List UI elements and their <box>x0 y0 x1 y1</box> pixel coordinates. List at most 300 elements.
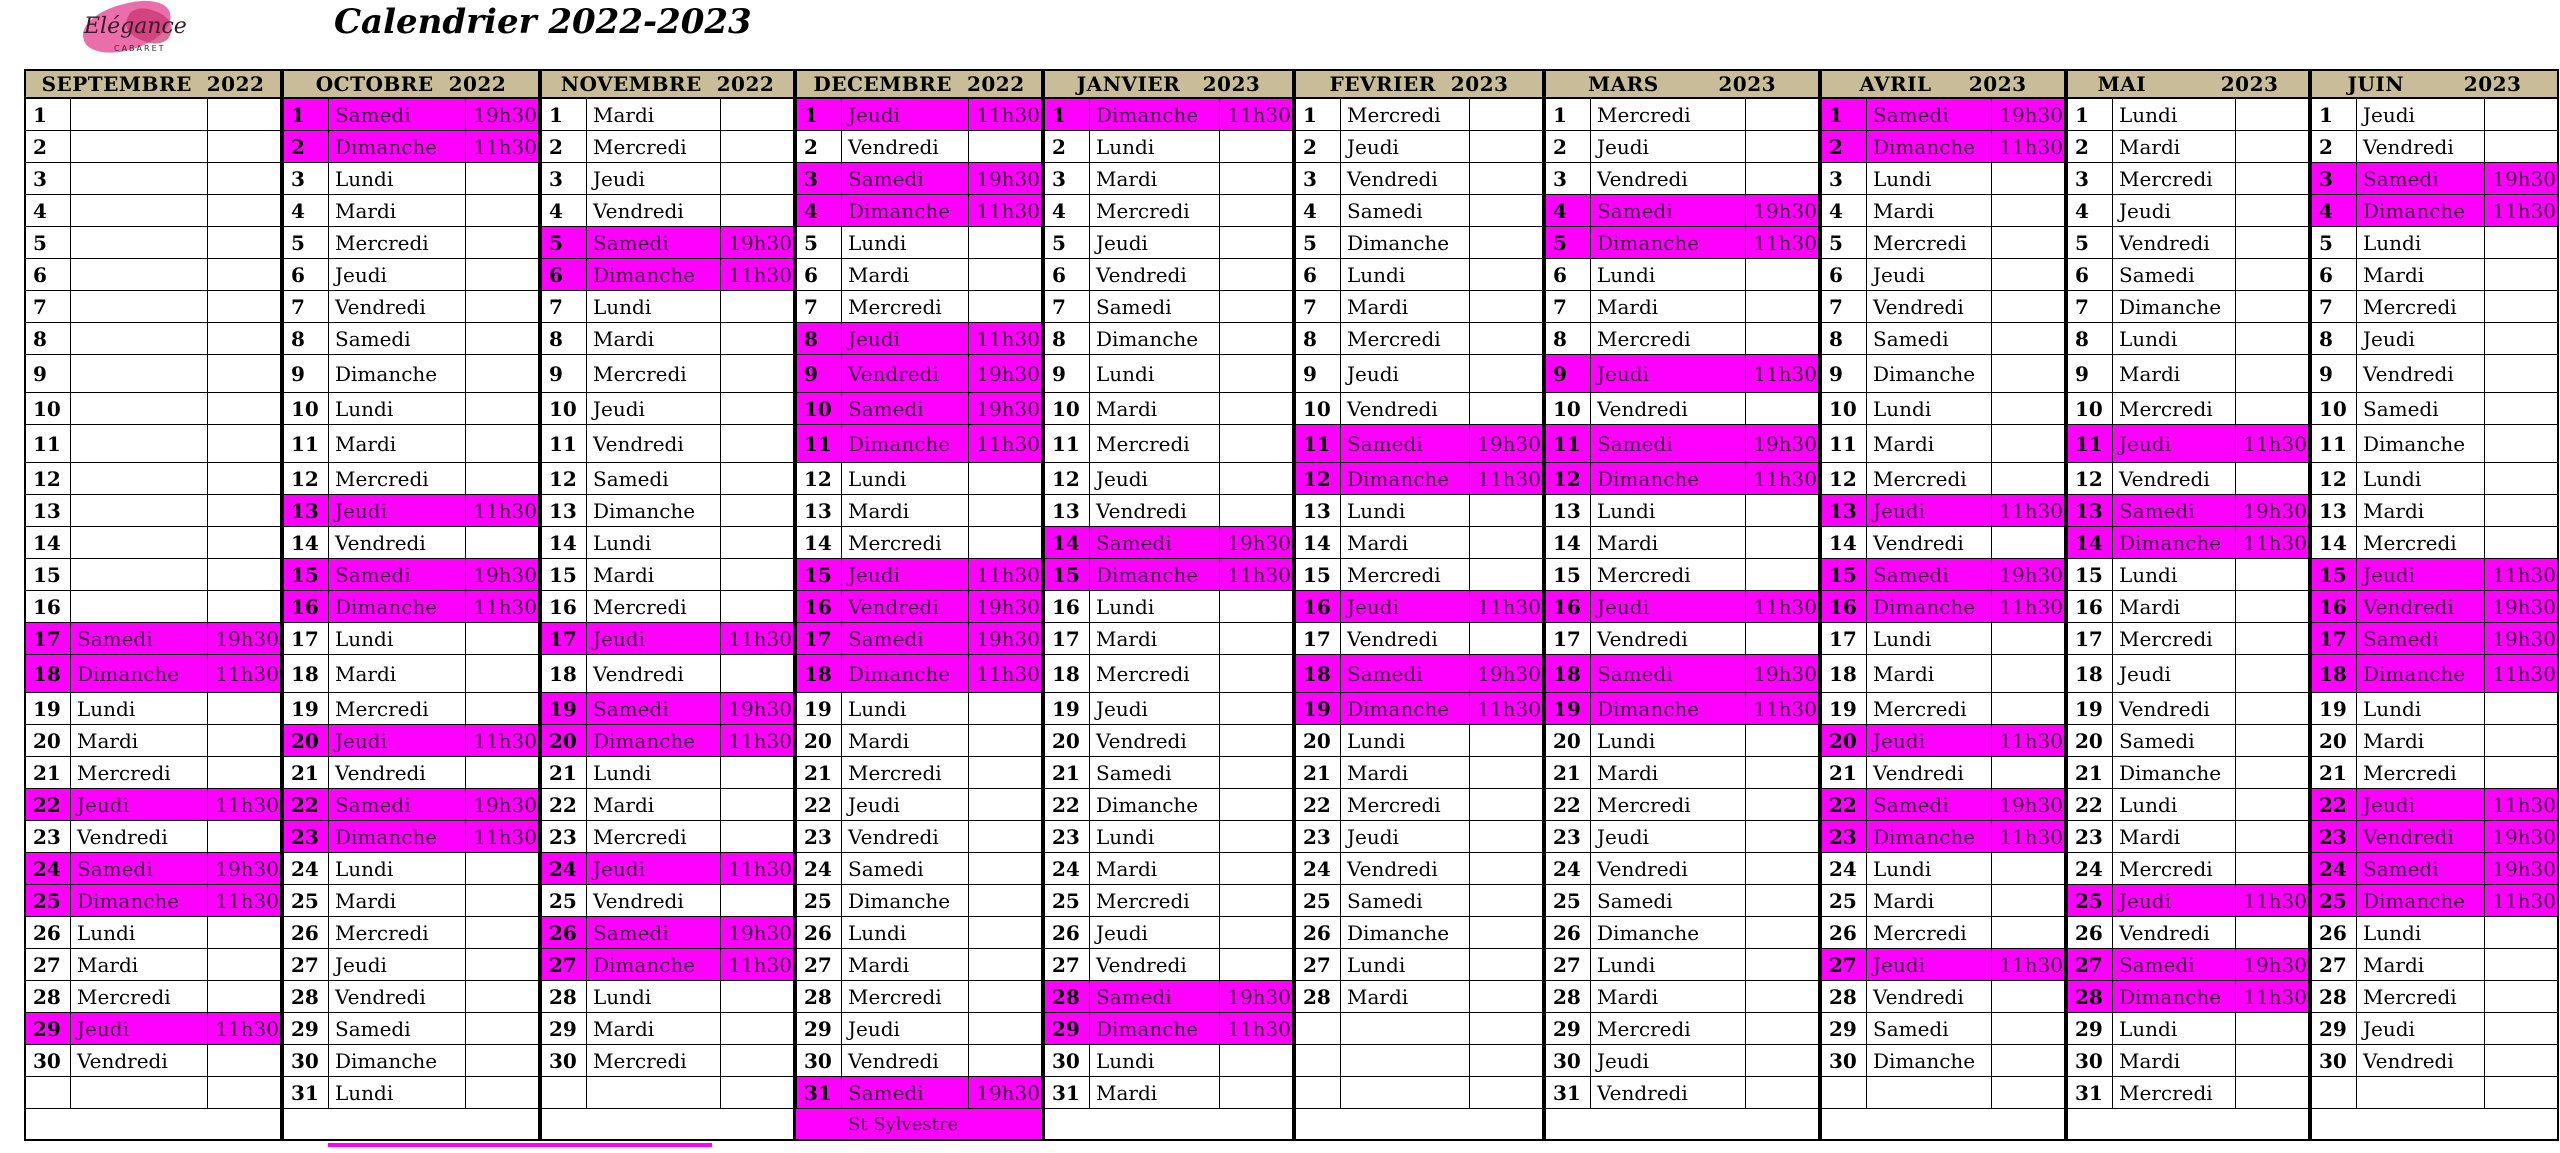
show-time <box>720 789 796 820</box>
day-row <box>24 917 282 949</box>
day-row <box>795 591 1043 623</box>
day-row <box>1544 131 1820 163</box>
weekday-name: Mercredi <box>77 760 171 785</box>
day-number: 11 <box>283 425 329 462</box>
day-number: 16 <box>1044 591 1090 622</box>
day-number: 18 <box>2067 655 2113 692</box>
day-row <box>1820 591 2066 623</box>
day-row <box>2310 789 2559 821</box>
day-row <box>2310 559 2559 591</box>
show-time <box>2484 355 2560 392</box>
day-number: 26 <box>1295 917 1341 948</box>
day-number: 7 <box>1545 291 1591 322</box>
weekday-name: Mardi <box>1873 661 1935 686</box>
weekday-name: Mercredi <box>848 984 942 1009</box>
day-number: 3 <box>2067 163 2113 194</box>
day-number: 28 <box>2311 981 2357 1012</box>
weekday-name: Lundi <box>77 920 136 945</box>
weekday-name: Samedi <box>1347 888 1423 913</box>
day-number: 8 <box>2067 323 2113 354</box>
day-row <box>1820 559 2066 591</box>
day-row <box>795 495 1043 527</box>
day-number: 14 <box>1044 527 1090 558</box>
weekday-name: Samedi <box>2119 262 2195 287</box>
day-row <box>2310 291 2559 323</box>
show-time <box>2235 821 2311 852</box>
footer-row <box>1043 1109 1294 1141</box>
weekday-name: Jeudi <box>848 562 900 587</box>
day-number: 30 <box>25 1045 71 1076</box>
show-time <box>465 355 541 392</box>
day-number: 15 <box>2067 559 2113 590</box>
show-time: 19h30 <box>465 559 541 590</box>
show-time <box>2484 1013 2560 1044</box>
day-row <box>2310 527 2559 559</box>
day-number: 19 <box>2067 693 2113 724</box>
show-time <box>207 821 283 852</box>
day-row <box>1294 355 1544 393</box>
day-row <box>1544 1045 1820 1077</box>
logo-text: Elégance <box>84 14 187 39</box>
day-row <box>2066 853 2310 885</box>
day-row <box>2066 463 2310 495</box>
show-time <box>1219 757 1295 788</box>
day-number: 8 <box>1821 323 1867 354</box>
day-number: 5 <box>2067 227 2113 258</box>
show-time <box>207 949 283 980</box>
day-row <box>795 725 1043 757</box>
day-row <box>540 195 795 227</box>
day-row <box>1544 853 1820 885</box>
weekday-name: Lundi <box>2119 326 2178 351</box>
weekday-name: Jeudi <box>1873 262 1925 287</box>
weekday-name <box>71 99 207 130</box>
day-number: 16 <box>1821 591 1867 622</box>
logo-subtext: CABARET <box>114 44 166 53</box>
day-number: 18 <box>2311 655 2357 692</box>
day-row <box>24 591 282 623</box>
weekday-name: Mercredi <box>77 984 171 1009</box>
show-time <box>1991 757 2067 788</box>
day-number: 28 <box>25 981 71 1012</box>
empty-cell <box>1295 1077 1341 1108</box>
day-row <box>1043 259 1294 291</box>
weekday-name: Vendredi <box>335 984 426 1009</box>
weekday-name: Mardi <box>1873 888 1935 913</box>
day-row <box>2066 559 2310 591</box>
show-time: 11h30 <box>1219 559 1295 590</box>
day-number: 1 <box>541 99 587 130</box>
day-row <box>795 355 1043 393</box>
show-time <box>1469 495 1545 526</box>
show-time <box>968 853 1044 884</box>
day-number: 19 <box>2311 693 2357 724</box>
day-row <box>1043 853 1294 885</box>
weekday-name: Dimanche <box>1873 1048 1976 1073</box>
day-number: 9 <box>796 355 842 392</box>
show-time <box>720 981 796 1012</box>
weekday-name: Mardi <box>1597 984 1659 1009</box>
weekday-name: Vendredi <box>1096 952 1187 977</box>
show-time <box>1469 259 1545 290</box>
show-time: 11h30 <box>1745 463 1821 494</box>
day-number: 27 <box>1044 949 1090 980</box>
day-row <box>1294 693 1544 725</box>
day-number: 11 <box>25 425 71 462</box>
day-number: 19 <box>1044 693 1090 724</box>
day-row <box>2066 495 2310 527</box>
weekday-name: Mercredi <box>2363 294 2457 319</box>
day-row <box>795 323 1043 355</box>
weekday-name: Lundi <box>1096 361 1155 386</box>
weekday-name: Vendredi <box>2119 230 2210 255</box>
day-row <box>540 1045 795 1077</box>
show-time <box>2484 495 2560 526</box>
day-number: 10 <box>541 393 587 424</box>
weekday-name: Mardi <box>1347 530 1409 555</box>
day-number: 10 <box>2067 393 2113 424</box>
day-row <box>1043 355 1294 393</box>
empty-day-row <box>2310 1077 2559 1109</box>
weekday-name: Dimanche <box>1347 696 1450 721</box>
day-number: 30 <box>1545 1045 1591 1076</box>
month-header: AVRIL 2023 <box>1820 69 2066 99</box>
show-time <box>2484 323 2560 354</box>
show-time <box>1991 425 2067 462</box>
empty-cell <box>2311 1077 2357 1108</box>
day-row <box>1544 227 1820 259</box>
weekday-name: Vendredi <box>1096 728 1187 753</box>
show-time <box>1219 917 1295 948</box>
show-time <box>465 885 541 916</box>
weekday-name: Vendredi <box>848 361 939 386</box>
weekday-name: Mercredi <box>848 760 942 785</box>
weekday-name: Mardi <box>2363 498 2425 523</box>
show-time <box>1991 227 2067 258</box>
day-row <box>1820 623 2066 655</box>
day-row <box>2310 623 2559 655</box>
weekday-name: Mardi <box>593 562 655 587</box>
day-number: 2 <box>1044 131 1090 162</box>
show-time <box>2484 725 2560 756</box>
day-number: 7 <box>1295 291 1341 322</box>
day-number: 13 <box>796 495 842 526</box>
day-number: 1 <box>796 99 842 130</box>
weekday-name: Mercredi <box>2363 760 2457 785</box>
day-number: 7 <box>2311 291 2357 322</box>
day-number: 17 <box>1821 623 1867 654</box>
day-row <box>1294 291 1544 323</box>
weekday-name: Dimanche <box>593 498 696 523</box>
show-time <box>1469 981 1545 1012</box>
day-number: 12 <box>1821 463 1867 494</box>
day-row <box>24 323 282 355</box>
weekday-name: Jeudi <box>1347 594 1399 619</box>
show-time: 11h30 <box>968 195 1044 226</box>
weekday-name: Lundi <box>848 466 907 491</box>
day-number: 10 <box>1044 393 1090 424</box>
weekday-name: Dimanche <box>593 952 696 977</box>
show-time <box>465 393 541 424</box>
weekday-name: Samedi <box>1347 661 1423 686</box>
weekday-name: Vendredi <box>77 1048 168 1073</box>
day-row <box>24 981 282 1013</box>
weekday-name: Lundi <box>1597 952 1656 977</box>
day-number: 11 <box>2067 425 2113 462</box>
day-number: 6 <box>25 259 71 290</box>
weekday-name: Jeudi <box>2363 562 2415 587</box>
day-number: 18 <box>541 655 587 692</box>
weekday-name: Mardi <box>1347 760 1409 785</box>
day-row <box>2310 99 2559 131</box>
show-time <box>1219 227 1295 258</box>
day-row <box>1043 821 1294 853</box>
day-number: 1 <box>1295 99 1341 130</box>
empty-cell <box>1991 1077 2067 1108</box>
day-row <box>540 259 795 291</box>
show-time <box>1991 655 2067 692</box>
day-row <box>1043 917 1294 949</box>
show-time <box>1745 163 1821 194</box>
weekday-name: Vendredi <box>2119 696 2210 721</box>
day-number: 23 <box>1044 821 1090 852</box>
day-row <box>1820 757 2066 789</box>
day-row <box>795 463 1043 495</box>
show-time <box>1469 559 1545 590</box>
day-number: 7 <box>1821 291 1867 322</box>
day-row <box>282 163 540 195</box>
weekday-name: Dimanche <box>335 361 438 386</box>
day-number: 31 <box>796 1077 842 1108</box>
day-row <box>24 1013 282 1045</box>
weekday-name: Mardi <box>848 952 910 977</box>
show-time: 19h30 <box>720 917 796 948</box>
show-time <box>1745 1013 1821 1044</box>
day-row <box>24 725 282 757</box>
day-row <box>1544 623 1820 655</box>
weekday-name: Vendredi <box>1347 626 1438 651</box>
st-sylvestre-row <box>795 1109 1043 1141</box>
show-time: 11h30 <box>207 655 283 692</box>
show-time <box>2235 131 2311 162</box>
show-time <box>720 463 796 494</box>
day-row <box>795 291 1043 323</box>
show-time: 11h30 <box>1991 821 2067 852</box>
day-number: 31 <box>2067 1077 2113 1108</box>
show-time <box>2484 131 2560 162</box>
day-number: 3 <box>283 163 329 194</box>
show-time <box>2235 195 2311 226</box>
show-time: 11h30 <box>2484 559 2560 590</box>
empty-day-row <box>1294 1045 1544 1077</box>
day-row <box>2310 949 2559 981</box>
weekday-name: Dimanche <box>1873 824 1976 849</box>
day-row <box>282 259 540 291</box>
weekday-name: Jeudi <box>2119 661 2171 686</box>
show-time <box>207 393 283 424</box>
show-time: 11h30 <box>1219 1013 1295 1044</box>
day-row <box>1043 693 1294 725</box>
show-time: 11h30 <box>2235 425 2311 462</box>
weekday-name: Lundi <box>1096 134 1155 159</box>
day-row <box>795 981 1043 1013</box>
show-time: 11h30 <box>720 259 796 290</box>
weekday-name: Samedi <box>1873 792 1949 817</box>
weekday-name <box>71 495 207 526</box>
day-row <box>1544 591 1820 623</box>
show-time <box>207 463 283 494</box>
day-number: 26 <box>2067 917 2113 948</box>
day-number: 1 <box>25 99 71 130</box>
show-time <box>2235 259 2311 290</box>
weekday-name: Mercredi <box>1597 102 1691 127</box>
weekday-name: Mardi <box>593 102 655 127</box>
day-number: 8 <box>1295 323 1341 354</box>
show-time: 19h30 <box>2235 949 2311 980</box>
weekday-name: Mercredi <box>1347 102 1441 127</box>
empty-cell <box>1295 1013 1341 1044</box>
day-number: 14 <box>1295 527 1341 558</box>
day-number: 19 <box>541 693 587 724</box>
day-row <box>1294 163 1544 195</box>
show-time <box>1745 949 1821 980</box>
show-time <box>720 355 796 392</box>
day-row <box>540 949 795 981</box>
day-row <box>1544 495 1820 527</box>
day-row <box>24 885 282 917</box>
day-row <box>1820 463 2066 495</box>
day-row <box>24 393 282 425</box>
show-time <box>1219 495 1295 526</box>
day-number: 28 <box>1545 981 1591 1012</box>
day-row <box>1544 655 1820 693</box>
day-number: 30 <box>283 1045 329 1076</box>
day-row <box>2310 591 2559 623</box>
show-time <box>2235 559 2311 590</box>
day-number: 8 <box>796 323 842 354</box>
day-number: 25 <box>796 885 842 916</box>
weekday-name: Vendredi <box>2363 134 2454 159</box>
day-number: 15 <box>1545 559 1591 590</box>
show-time <box>1469 291 1545 322</box>
weekday-name: Jeudi <box>1096 696 1148 721</box>
day-row <box>1294 757 1544 789</box>
show-time <box>1991 323 2067 354</box>
day-number: 14 <box>796 527 842 558</box>
show-time <box>1219 259 1295 290</box>
show-time <box>2235 323 2311 354</box>
day-row <box>795 259 1043 291</box>
day-number: 5 <box>1044 227 1090 258</box>
show-time: 11h30 <box>968 99 1044 130</box>
weekday-name: Lundi <box>1597 262 1656 287</box>
show-time: 11h30 <box>968 425 1044 462</box>
weekday-name <box>71 259 207 290</box>
show-time <box>968 917 1044 948</box>
day-number: 17 <box>1295 623 1341 654</box>
weekday-name: Dimanche <box>335 1048 438 1073</box>
day-number: 24 <box>1545 853 1591 884</box>
show-time <box>207 1045 283 1076</box>
day-row <box>1043 463 1294 495</box>
day-row <box>1544 981 1820 1013</box>
show-time: 11h30 <box>720 853 796 884</box>
day-row <box>2066 693 2310 725</box>
show-time <box>720 821 796 852</box>
weekday-name: Mercredi <box>1873 696 1967 721</box>
show-time <box>207 425 283 462</box>
show-time <box>720 495 796 526</box>
show-time <box>1219 425 1295 462</box>
day-row <box>795 131 1043 163</box>
weekday-name <box>71 527 207 558</box>
empty-cell <box>25 1077 71 1108</box>
show-time <box>1745 757 1821 788</box>
weekday-name: Lundi <box>1597 728 1656 753</box>
weekday-name: Vendredi <box>848 824 939 849</box>
st-sylvestre-note: St Sylvestre <box>848 1114 959 1135</box>
show-time <box>1991 355 2067 392</box>
weekday-name: Samedi <box>77 626 153 651</box>
show-time: 11h30 <box>1991 591 2067 622</box>
empty-day-row <box>1294 1013 1544 1045</box>
day-number: 21 <box>796 757 842 788</box>
weekday-name: Jeudi <box>1347 361 1399 386</box>
day-number: 13 <box>25 495 71 526</box>
weekday-name: Mercredi <box>1096 431 1190 456</box>
show-time <box>968 789 1044 820</box>
show-time <box>2484 259 2560 290</box>
show-time <box>1745 885 1821 916</box>
weekday-name: Samedi <box>335 102 411 127</box>
weekday-name: Dimanche <box>848 888 951 913</box>
day-number: 3 <box>541 163 587 194</box>
weekday-name: Jeudi <box>848 1016 900 1041</box>
day-number: 5 <box>1821 227 1867 258</box>
show-time <box>1991 693 2067 724</box>
day-number: 4 <box>1821 195 1867 226</box>
show-time <box>1469 725 1545 756</box>
show-time <box>465 527 541 558</box>
weekday-name: Mercredi <box>1096 661 1190 686</box>
weekday-name: Mercredi <box>2119 1080 2213 1105</box>
month-header: OCTOBRE 2022 <box>282 69 540 99</box>
day-number: 4 <box>1295 195 1341 226</box>
show-time <box>1991 853 2067 884</box>
day-row <box>24 99 282 131</box>
show-time <box>968 949 1044 980</box>
show-time <box>2235 655 2311 692</box>
day-number: 11 <box>1821 425 1867 462</box>
show-time: 19h30 <box>2235 495 2311 526</box>
weekday-name: Samedi <box>1597 198 1673 223</box>
weekday-name: Dimanche <box>2363 888 2466 913</box>
day-number: 3 <box>1821 163 1867 194</box>
weekday-name: Mardi <box>2363 262 2425 287</box>
day-number: 2 <box>1545 131 1591 162</box>
show-time <box>465 693 541 724</box>
show-time: 19h30 <box>1745 195 1821 226</box>
day-row <box>1043 949 1294 981</box>
show-time <box>465 1045 541 1076</box>
day-row <box>795 1045 1043 1077</box>
empty-day-row <box>1820 1077 2066 1109</box>
weekday-name: Dimanche <box>1096 792 1199 817</box>
day-number: 9 <box>2067 355 2113 392</box>
weekday-name: Samedi <box>1873 326 1949 351</box>
day-row <box>282 725 540 757</box>
day-row <box>540 559 795 591</box>
